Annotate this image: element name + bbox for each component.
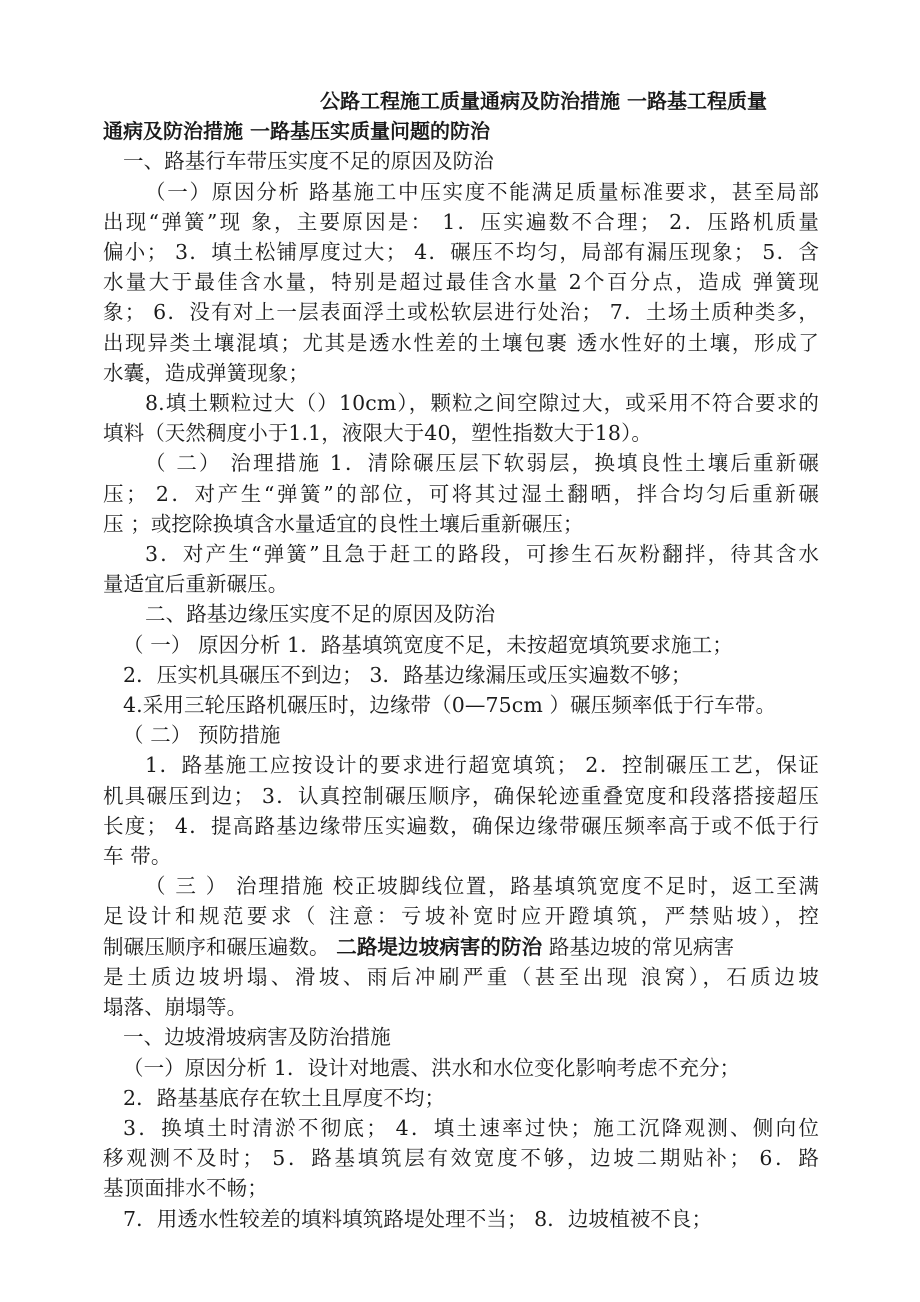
- heading-subsection-1: 一、边坡滑坡病害及防治措施: [123, 1025, 391, 1050]
- paragraph-line: 足设计和规范要求（ 注意：亏坡补宽时应开蹬填筑，严禁贴坡），控: [103, 904, 819, 929]
- paragraph-line: 2．压实机具碾压不到边； 3．路基边缘漏压或压实遍数不够；: [123, 662, 692, 687]
- inline-heading-slope-disease: 二路堤边坡病害的防治: [336, 934, 543, 959]
- paragraph-line: 1．路基施工应按设计的要求进行超宽填筑； 2．控制碾压工艺，保证: [145, 753, 819, 778]
- document-title-line-1: 公路工程施工质量通病及防治措施 一路基工程质量: [320, 89, 767, 113]
- paragraph-line: 量适宜后重新碾压。: [103, 572, 289, 597]
- paragraph-line: 移观测不及时； 5．路基填筑层有效宽度不够，边坡二期贴补； 6．路: [103, 1146, 819, 1171]
- paragraph-line: 长度； 4．提高路基边缘带压实遍数，确保边缘带碾压频率高于或不低于行: [103, 813, 819, 838]
- paragraph-line: 偏小； 3．填土松铺厚度过大； 4．碾压不均匀，局部有漏压现象； 5．含: [103, 240, 819, 265]
- paragraph-line: 压； 2．对产生“弹簧”的部位，可将其过湿土翻晒，拌合均匀后重新碾: [103, 481, 819, 506]
- paragraph-line-with-bold-heading: [103, 932, 819, 962]
- paragraph-line: 象； 6．没有对上一层表面浮土或松软层进行处治； 7．土场土质种类多，: [103, 300, 819, 325]
- document-title-line-2: 通病及防治措施 一路基压实质量问题的防治: [103, 119, 490, 144]
- paragraph-line: （ 二） 治理措施 1．清除碾压层下软弱层，换填良性土壤后重新碾: [145, 451, 819, 476]
- heading-section-1: 一、路基行车带压实度不足的原因及防治: [123, 149, 494, 174]
- paragraph-line: 出现异类土壤混填；尤其是透水性差的土壤包裹 透水性好的土壤，形成了: [103, 330, 819, 355]
- paragraph-line: 车 带。: [103, 844, 172, 869]
- paragraph-line: 2．路基基底存在软土且厚度不均；: [123, 1085, 446, 1110]
- paragraph-line: 3．对产生“弹簧”且急于赶工的路段，可掺生石灰粉翻拌，待其含水: [145, 542, 819, 567]
- paragraph-line: 出现“弹簧”现 象，主要原因是： 1．压实遍数不合理； 2．压路机质量: [103, 209, 819, 234]
- paragraph-line: 水囊，造成弹簧现象；: [103, 360, 309, 385]
- paragraph-line: 压 ；或挖除换填含水量适宜的良性土壤后重新碾压；: [103, 511, 584, 536]
- paragraph-line: （一）原因分析 路基施工中压实度不能满足质量标准要求，甚至局部: [145, 179, 819, 204]
- paragraph-line: （ 三 ） 治理措施 校正坡脚线位置，路基填筑宽度不足时，返工至满: [145, 874, 819, 899]
- paragraph-line: 4.采用三轮压路机碾压时，边缘带（0—75cm ）碾压频率低于行车带。: [123, 693, 777, 718]
- paragraph-line: （ 二） 预防措施: [123, 723, 281, 748]
- line-prefix-text: 制碾压顺序和碾压遍数。: [103, 934, 337, 959]
- paragraph-line: 基顶面排水不畅；: [103, 1176, 268, 1201]
- paragraph-line: （ 一） 原因分析 1．路基填筑宽度不足，未按超宽填筑要求施工；: [123, 632, 733, 657]
- paragraph-line: 3．换填土时清淤不彻底； 4．填土速率过快；施工沉降观测、侧向位: [123, 1115, 819, 1140]
- paragraph-line: 塌落、崩塌等。: [103, 995, 248, 1020]
- document-body: [103, 86, 819, 1234]
- paragraph-line: 7．用透水性较差的填料填筑路堤处理不当； 8．边坡植被不良；: [123, 1206, 713, 1231]
- paragraph-line: 填料（天然稠度小于1.1，液限大于40，塑性指数大于18）。: [103, 421, 653, 446]
- paragraph-line: （一）原因分析 1．设计对地震、洪水和水位变化影响考虑不充分；: [123, 1055, 741, 1080]
- line-suffix-text: 路基边坡的常见病害: [542, 934, 735, 959]
- paragraph-line: 是土质边坡坍塌、滑坡、雨后冲刷严重（甚至出现 浪窝），石质边坡: [103, 964, 819, 989]
- heading-section-2: 二、路基边缘压实度不足的原因及防治: [145, 602, 496, 627]
- paragraph-line: 8.填土颗粒过大（）10cm），颗粒之间空隙过大，或采用不符合要求的: [145, 391, 819, 416]
- paragraph-line: 机具碾压到边； 3．认真控制碾压顺序，确保轮迹重叠宽度和段落搭接超压: [103, 783, 819, 808]
- paragraph-line: 水量大于最佳含水量，特别是超过最佳含水量 2个百分点，造成 弹簧现: [103, 270, 819, 295]
